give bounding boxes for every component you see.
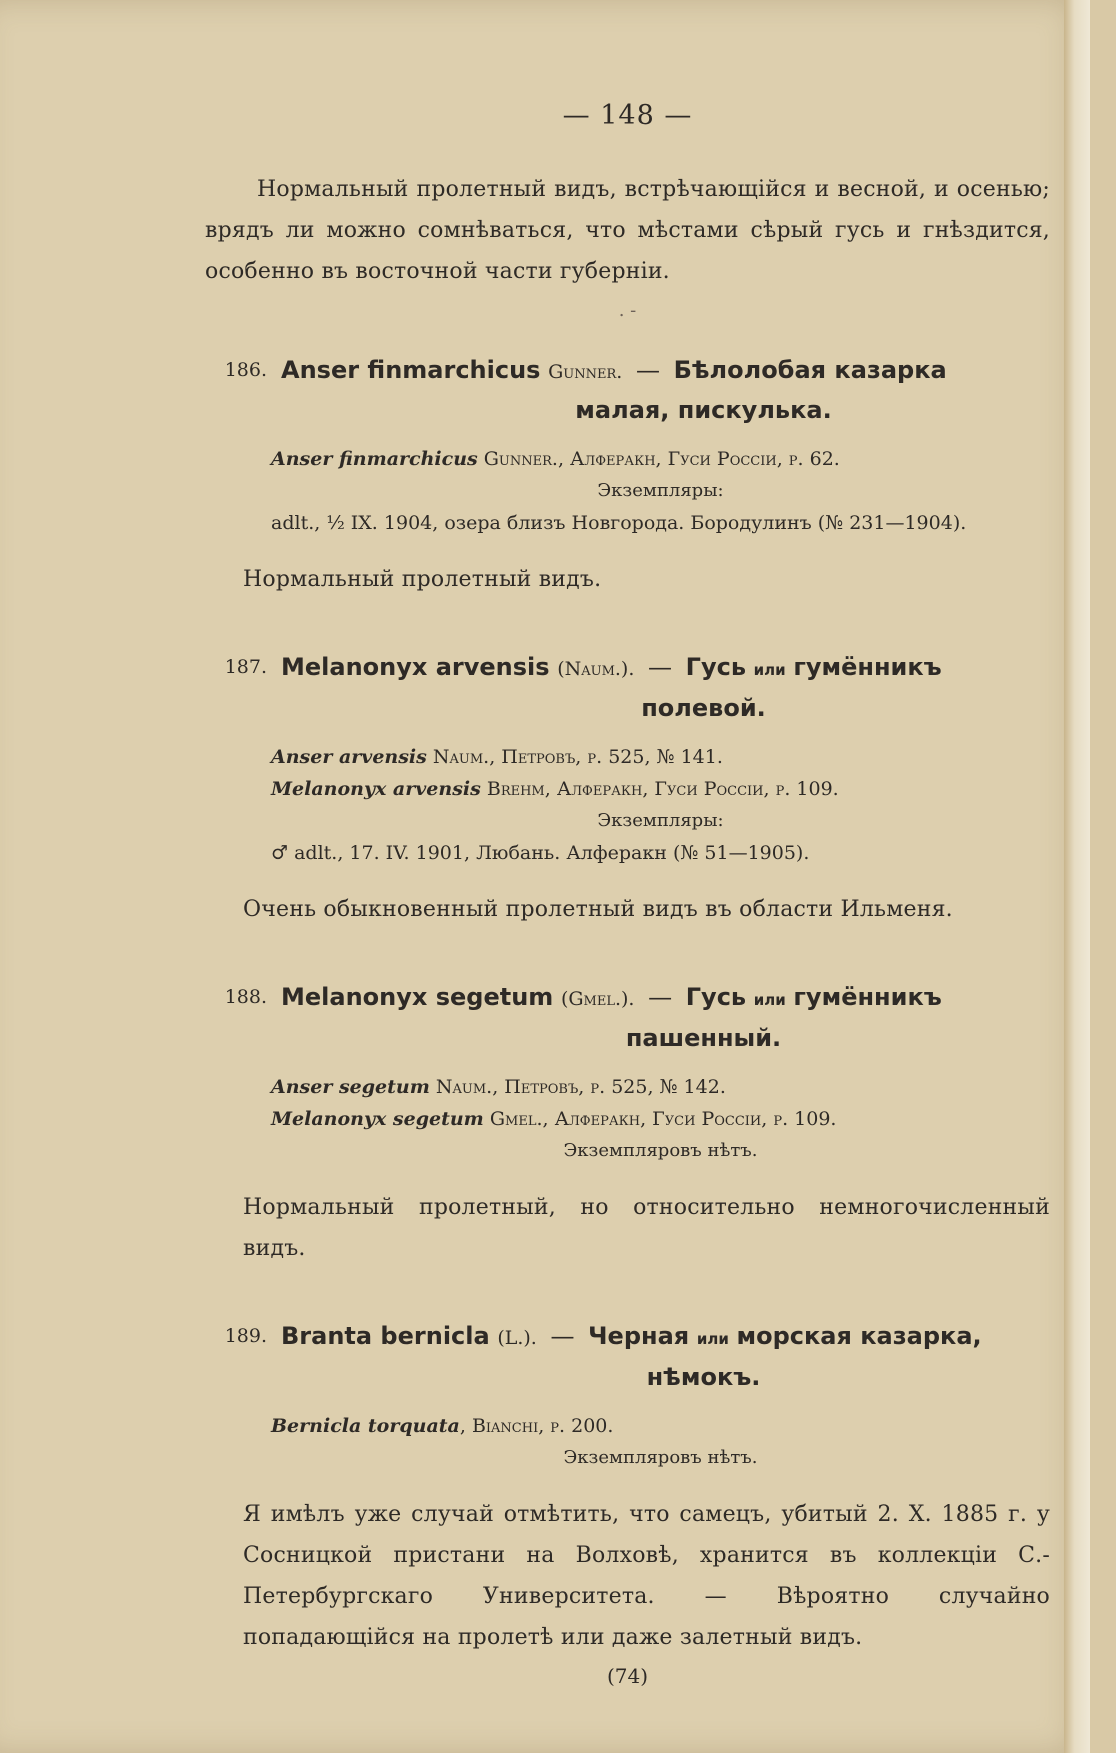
- specimen: adlt., ½ IX. 1904, озера близъ Новгорода. Бородулинъ (№ 231—1904).: [271, 512, 967, 534]
- russian-name-alt: гумённикъ: [793, 653, 942, 681]
- species-number: 189.: [224, 1325, 267, 1347]
- separator-dots: . -: [618, 300, 637, 321]
- author: (L.).: [497, 1327, 537, 1349]
- conjunction: или: [696, 1330, 729, 1348]
- russian-name-line2: полевой.: [641, 694, 766, 722]
- russian-name-alt: морская казарка,: [736, 1322, 982, 1350]
- species-note: Очень обыкновенный пролетный видъ въ области Ильменя.: [243, 897, 953, 922]
- page-edge: [1064, 0, 1090, 1753]
- references: [271, 1410, 1050, 1474]
- species-entry-186: [205, 351, 1050, 600]
- species-number: 187.: [224, 656, 267, 678]
- reference: Bernicla torquata, Bianchi, р. 200.: [271, 1415, 614, 1437]
- references: [271, 741, 1050, 869]
- page-number: — 148 —: [562, 100, 693, 131]
- reference: Anser arvensis Naum., Петровъ, р. 525, № 141.: [271, 746, 723, 768]
- species-note: Нормальный пролетный, но относительно немногочисленный видъ.: [243, 1195, 1050, 1261]
- specimens-label: Экземпляровъ нѣтъ.: [563, 1447, 758, 1468]
- species-heading: 187. Melanonyx arvensis (Naum.). — Гусь или гумённикъ полевой.: [205, 648, 1050, 727]
- species-number: 186.: [224, 359, 267, 381]
- reference: Anser segetum Naum., Петровъ, р. 525, № 142.: [271, 1076, 726, 1098]
- specimens-label: Экземпляры:: [597, 480, 724, 501]
- reference: Melanonyx segetum Gmel., Алферакн, Гуси Россіи, р. 109.: [271, 1108, 837, 1130]
- russian-name: Бѣлолобая казарка: [673, 356, 947, 384]
- species-heading: 188. Melanonyx segetum (Gmel.). — Гусь или гумённикъ пашенный.: [205, 978, 1050, 1057]
- latin-name: Melanonyx arvensis: [281, 653, 550, 681]
- russian-name-line2: нѣмокъ.: [646, 1363, 761, 1391]
- references: [271, 443, 1050, 539]
- author: (Gmel.).: [560, 988, 635, 1010]
- russian-name-line2: пашенный.: [625, 1024, 782, 1052]
- footer-page-number: (74): [606, 1664, 649, 1688]
- russian-name-line2: малая, пискулька.: [575, 396, 832, 424]
- russian-name: Гусь: [685, 653, 747, 681]
- species-heading: 189. Branta bernicla (L.). — Черная или морская казарка, нѣмокъ.: [205, 1317, 1050, 1396]
- russian-name-alt: гумённикъ: [793, 983, 942, 1011]
- author: (Naum.).: [557, 658, 635, 680]
- author: Gunner.: [548, 361, 623, 383]
- specimens-label: Экземпляры:: [597, 810, 724, 831]
- russian-name: Гусь: [685, 983, 747, 1011]
- species-note: Я имѣлъ уже случай отмѣтить, что самецъ, убитый 2. X. 1885 г. у Сосницкой пристани на Волховѣ, хранится въ коллекціи С.-Петербургскаго Университета. — Вѣроятно случайно попадающійся на пролетѣ или даже залетный видъ.: [243, 1502, 1050, 1650]
- conjunction: или: [753, 991, 786, 1009]
- species-number: 188.: [224, 986, 267, 1008]
- intro-paragraph: Нормальный пролетный видъ, встрѣчающійся и весной, и осенью; врядъ ли можно сомнѣваться, что мѣстами сѣрый гусь и гнѣздится, особенно въ восточной части губерніи.: [205, 177, 1050, 284]
- russian-name: Черная: [588, 1322, 690, 1350]
- conjunction: или: [753, 661, 786, 679]
- reference: Melanonyx arvensis Brehm, Алферакн, Гуси Россіи, р. 109.: [271, 778, 839, 800]
- species-entry-187: [205, 648, 1050, 930]
- specimen: ♂ adlt., 17. IV. 1901, Любань. Алферакн (№ 51—1905).: [271, 842, 810, 864]
- species-entry-188: [205, 978, 1050, 1269]
- species-entry-189: [205, 1317, 1050, 1658]
- content: [205, 100, 1050, 1688]
- reference: Anser finmarchicus Gunner., Алферакн, Гуси Россіи, р. 62.: [271, 448, 840, 470]
- latin-name: Branta bernicla: [281, 1322, 490, 1350]
- species-heading: 186. Anser finmarchicus Gunner. — Бѣлолобая казарка малая, пискулька.: [205, 351, 1050, 429]
- species-note: Нормальный пролетный видъ.: [243, 567, 602, 592]
- specimens-label: Экземпляровъ нѣтъ.: [563, 1140, 758, 1161]
- latin-name: Melanonyx segetum: [281, 983, 554, 1011]
- references: [271, 1071, 1050, 1167]
- latin-name: Anser finmarchicus: [281, 356, 541, 384]
